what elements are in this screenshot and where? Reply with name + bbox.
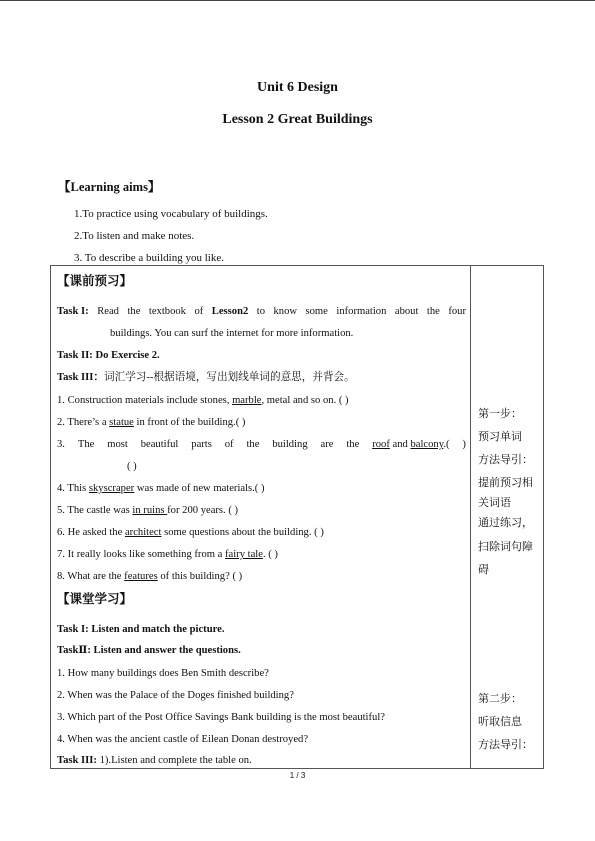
task1-label: Task I: <box>57 306 89 317</box>
aim-item: 2.To listen and make notes. <box>74 230 195 242</box>
sentence-text: for 200 years. ( ) <box>167 505 239 516</box>
sentence-text: 7. It really looks like something from a <box>57 549 225 560</box>
side-note: 碍 <box>478 563 489 576</box>
question-item: 1. How many buildings does Ben Smith describe? <box>57 668 269 679</box>
task1-word: Lesson2 <box>211 306 249 317</box>
question-item: 2. When was the Palace of the Doges finished building? <box>57 690 294 701</box>
sentence-word: The <box>77 439 95 450</box>
underlined-word: fairy tale <box>225 549 263 560</box>
sentence-text: ) <box>462 439 466 450</box>
sentence-text: 1. Construction materials include stones, <box>57 395 233 406</box>
sentence-text: 2. There’s a <box>57 417 110 428</box>
sentence-text: in front of the building.( ) <box>133 417 246 428</box>
sentence-2 <box>57 418 245 429</box>
preview-heading: 【课前预习】 <box>57 274 133 288</box>
task3-text: 词汇学习--根据语境，写出划线单词的意思，并背会。 <box>104 372 355 383</box>
task1-word: the <box>127 306 141 317</box>
classroom-task3 <box>57 756 252 767</box>
sentence-word: are <box>320 439 334 450</box>
task3-line <box>57 373 355 384</box>
task3-text: 1).Listen and complete the table on. <box>96 755 252 766</box>
task1-line <box>57 307 466 318</box>
top-border-line <box>0 0 595 1</box>
question-item: 4. When was the ancient castle of Eilean Donan destroyed? <box>57 734 309 745</box>
side-note: 第二步： <box>478 692 522 705</box>
page-title: Unit 6 Design <box>257 80 338 95</box>
sentence-7 <box>57 550 278 561</box>
task1-word: information <box>336 306 387 317</box>
sentence-word: the <box>246 439 260 450</box>
sentence-word: 3. <box>57 439 65 450</box>
task2-line: Task II: Do Exercise 2. <box>57 350 160 361</box>
classroom-task1: Task I: Listen and match the picture. <box>57 624 225 635</box>
side-note: 第一步： <box>478 407 522 420</box>
sentence-3 <box>57 440 466 451</box>
sentence-text: was made of new materials.( ) <box>134 483 265 494</box>
task1-word: the <box>426 306 440 317</box>
sentence-3-tail <box>372 440 449 451</box>
learning-aims-heading: 【Learning aims】 <box>58 180 161 194</box>
page-number: 1 / 3 <box>289 771 306 780</box>
task3-label: Task III： <box>57 372 105 383</box>
side-note: 提前预习相 <box>478 476 533 489</box>
sentence-word: the <box>346 439 360 450</box>
sentence-1 <box>57 396 349 407</box>
side-note: 听取信息 <box>478 715 522 728</box>
sentence-3-line2: ( ) <box>127 461 137 472</box>
underlined-word: marble <box>232 395 262 406</box>
sentence-text: 6. He asked the <box>57 527 125 538</box>
task1-word: some <box>305 306 328 317</box>
sentence-word: parts <box>191 439 212 450</box>
question-item: 3. Which part of the Post Office Savings Bank building is the most beautiful? <box>57 712 385 723</box>
sentence-word: beautiful <box>140 439 179 450</box>
side-note: 方法导引： <box>478 738 533 751</box>
underlined-word: architect <box>124 527 162 538</box>
underlined-word: statue <box>109 417 134 428</box>
underlined-word: in ruins <box>132 505 168 516</box>
task1-word: to <box>256 306 265 317</box>
task1-word: Read <box>97 306 119 317</box>
sentence-word: of <box>224 439 234 450</box>
underlined-word: balcony <box>410 439 444 450</box>
sentence-text: 8. What are the <box>57 571 125 582</box>
task1-word: of <box>194 306 204 317</box>
table-column-divider <box>470 265 471 769</box>
side-note: 方法导引： <box>478 453 533 466</box>
aim-item: 3. To describe a building you like. <box>74 252 224 264</box>
sentence-text: . ( ) <box>262 549 278 560</box>
task3-label: Task III: <box>57 755 97 766</box>
task1-line2: buildings. You can surf the internet for more information. <box>110 328 354 339</box>
aim-item: 1.To practice using vocabulary of buildings. <box>74 208 268 220</box>
task1-word: about <box>394 306 419 317</box>
sentence-text: 5. The castle was <box>57 505 133 516</box>
sentence-word: most <box>107 439 128 450</box>
sentence-text: some questions about the building. ( ) <box>161 527 324 538</box>
sentence-text: and <box>389 439 411 450</box>
side-note: 扫除词句障 <box>478 540 533 553</box>
underlined-word: skyscraper <box>88 483 135 494</box>
sentence-6 <box>57 528 324 539</box>
underlined-word: roof <box>372 439 390 450</box>
task1-word: four <box>448 306 466 317</box>
classroom-task2: TaskⅡ: Listen and answer the questions. <box>57 645 241 656</box>
sentence-4 <box>57 484 265 495</box>
sentence-text: 4. This <box>57 483 89 494</box>
task1-word: textbook <box>148 306 186 317</box>
underlined-word: features <box>124 571 158 582</box>
side-note: 关词语 <box>478 496 511 509</box>
side-note: 通过练习， <box>478 516 533 529</box>
task1-word: know <box>273 306 298 317</box>
sentence-text: of this building? ( ) <box>157 571 243 582</box>
sentence-word: building <box>272 439 308 450</box>
sentence-5 <box>57 506 238 517</box>
sentence-8 <box>57 572 242 583</box>
sentence-text: , metal and so on. ( ) <box>261 395 349 406</box>
page-subtitle: Lesson 2 Great Buildings <box>222 112 373 127</box>
classroom-heading: 【课堂学习】 <box>57 592 133 606</box>
side-note: 预习单词 <box>478 430 522 443</box>
sentence-text: .( <box>443 439 450 450</box>
